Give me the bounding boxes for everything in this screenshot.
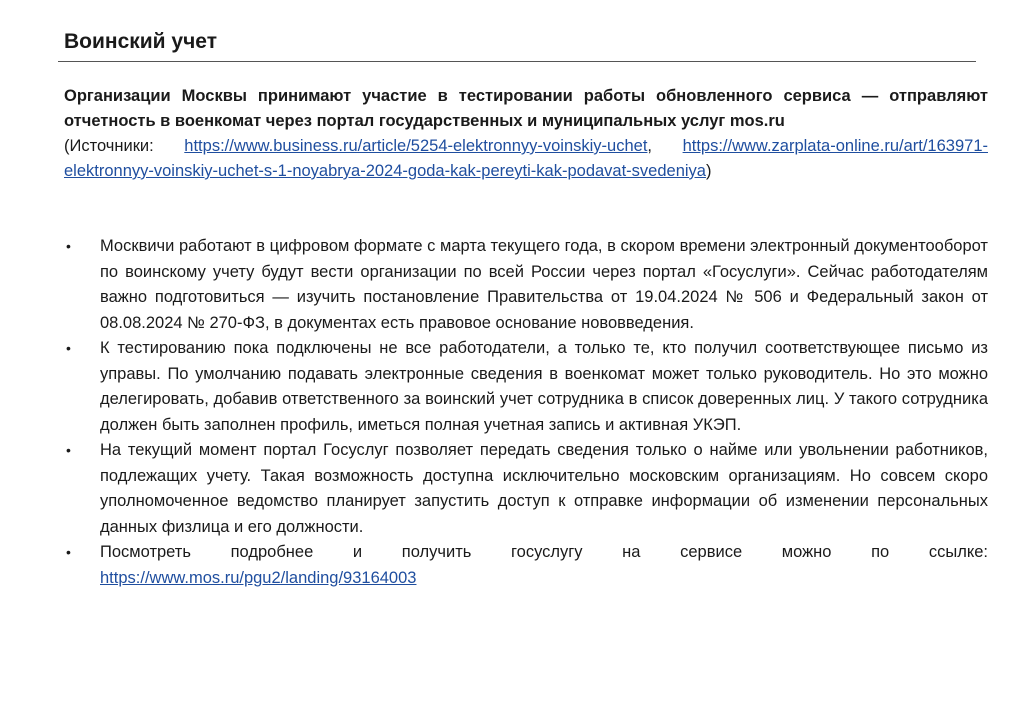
bullet-item: [64, 438, 988, 540]
bullet-item: [64, 234, 988, 336]
bullet-marker: •: [66, 340, 71, 356]
sources-prefix: (Источники:: [64, 137, 185, 155]
bullet-marker: •: [66, 544, 71, 560]
title-divider: [58, 61, 976, 62]
bullet-text: К тестированию пока подключены не все работодатели, а только те, кто получил соответствующее письмо из управы. По умолчанию подавать электронные сведения в военкомат может только руководитель. Но это можно делегировать, добавив ответственного за воинский учет сотрудника в список доверенных лиц. У такого сотрудника должен быть заполнен профиль, иметься полная учетная запись и активная УКЭП.: [100, 339, 988, 434]
source-link-zarplata[interactable]: https://www.zarplata-online.ru/art/163971-elektronnyy-voinskiy-uchet-s-1-noyabrya-2024-goda-kak-pereyti-kak-podavat-svedeniya: [64, 137, 988, 180]
bullet-text: Москвичи работают в цифровом формате с марта текущего года, в скором времени электронный документооборот по воинскому учету будут вести организации по всей России через портал «Госуслуги». Сейчас работодателям важно подготовиться — изучить постановление Правительства от 19.04.2024 № 506 и Федеральный закон от 08.08.2024 № 270-ФЗ, в документах есть правовое основание нововведения.: [100, 237, 988, 332]
mos-ru-service-link[interactable]: https://www.mos.ru/pgu2/landing/93164003: [100, 568, 417, 587]
sources-suffix: ): [705, 162, 712, 180]
bullet-item: [64, 540, 988, 591]
bullet-text: Посмотреть подробнее и получить госуслугу на сервисе можно по ссылке:: [100, 543, 988, 561]
bullet-list: [64, 234, 988, 591]
sources-separator: ,: [647, 137, 683, 155]
bullet-marker: •: [66, 442, 71, 458]
bullet-item: [64, 336, 988, 438]
bullet-text: На текущий момент портал Госуслуг позволяет передать сведения только о найме или увольнении работников, подлежащих учету. Такая возможность доступна исключительно московским организациям. Но совсем скоро уполномоченное ведомство планирует запустить доступ к отправке информации об изменении персональных данных физлица и его должности.: [100, 441, 988, 536]
source-link-business[interactable]: https://www.business.ru/article/5254-elektronnyy-voinskiy-uchet: [184, 137, 648, 155]
lead-heading: Организации Москвы принимают участие в тестировании работы обновленного сервиса — отправляют отчетность в военкомат через портал государственных и муниципальных услуг mos.ru: [64, 87, 988, 130]
page-title: Воинский учет: [64, 30, 217, 53]
lead-paragraph: [64, 84, 988, 184]
bullet-marker: •: [66, 238, 71, 254]
